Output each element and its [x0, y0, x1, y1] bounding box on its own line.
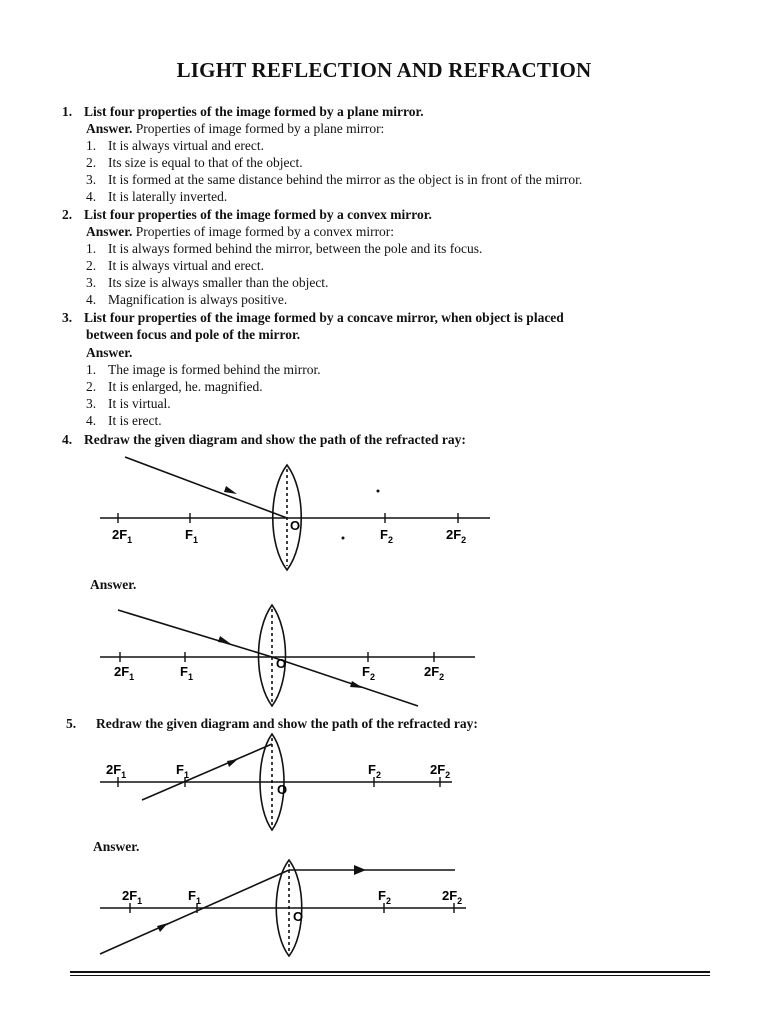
list-item-text: It is laterally inverted. [108, 189, 228, 204]
label-2f2: $2F_2$ [430, 762, 451, 780]
incident-ray [118, 610, 272, 657]
answer-label: Answer. [86, 224, 133, 239]
label-2f1: $2F_1$ [114, 664, 135, 682]
list-item-text: It is always virtual and erect. [108, 138, 264, 153]
ray-arrow [218, 636, 231, 644]
ray-arrow [224, 486, 237, 494]
list-item-text: Magnification is always positive. [108, 292, 288, 307]
question-text: Redraw the given diagram and show the path of the refracted ray: [84, 432, 466, 447]
label-2f2: $2F_2$ [446, 527, 467, 545]
list-item-text: Its size is equal to that of the object. [108, 155, 303, 170]
list-item-number: 3. [86, 396, 97, 411]
list-item-text: It is enlarged, he. magnified. [108, 379, 263, 394]
question-number: 1. [62, 104, 73, 119]
answer-4-label: Answer. [90, 577, 137, 592]
label-optical-centre: O [290, 518, 301, 533]
footer-rule [70, 971, 710, 973]
incident-ray [100, 870, 289, 954]
list-item-number: 3. [86, 275, 97, 290]
list-item-text: The image is formed behind the mirror. [108, 362, 321, 377]
question-number: 4. [62, 432, 73, 447]
question-number: 2. [62, 207, 73, 222]
question-text: List four properties of the image formed by a concave mirror, when object is placed [84, 310, 564, 325]
question-number: 5. [66, 716, 77, 731]
label-f1: $F_1$ [188, 888, 201, 906]
footer-rule [70, 975, 710, 976]
list-item-number: 2. [86, 155, 97, 170]
label-optical-centre: O [277, 782, 288, 797]
q4-answer-diagram [0, 600, 768, 710]
question-3-continued: between focus and pole of the mirror. [86, 327, 301, 342]
q4-given-diagram [0, 445, 768, 575]
answer-label: Answer. [86, 121, 133, 136]
list-item-number: 4. [86, 292, 97, 307]
question-1 [62, 104, 424, 120]
list-item [86, 362, 321, 378]
answer-1-intro [86, 121, 384, 137]
answer-label: Answer. [86, 345, 133, 360]
question-3 [62, 310, 564, 326]
answer-text: Properties of image formed by a plane mirror: [135, 121, 385, 136]
label-2f2: $2F_2$ [424, 664, 445, 682]
list-item [86, 172, 582, 188]
q5-answer-diagram [0, 858, 768, 958]
label-f2: $F_2$ [380, 527, 393, 545]
question-text: List four properties of the image formed by a convex mirror. [84, 207, 432, 222]
ray-arrow [350, 681, 363, 688]
list-item-number: 1. [86, 241, 97, 256]
list-item [86, 379, 263, 395]
list-item-number: 1. [86, 362, 97, 377]
list-item [86, 155, 303, 171]
question-2 [62, 207, 432, 223]
stray-dot [377, 490, 380, 493]
question-text: List four properties of the image formed by a plane mirror. [84, 104, 424, 119]
question-number: 3. [62, 310, 73, 325]
label-f2: $F_2$ [362, 664, 375, 682]
list-item [86, 396, 171, 412]
label-f1: $F_1$ [176, 762, 189, 780]
label-2f1: $2F_1$ [122, 888, 143, 906]
list-item [86, 413, 162, 429]
list-item-number: 2. [86, 379, 97, 394]
label-f1: $F_1$ [185, 527, 198, 545]
list-item-text: Its size is always smaller than the object. [108, 275, 329, 290]
ray-arrow [227, 759, 238, 767]
list-item-text: It is virtual. [108, 396, 171, 411]
answer-5-label: Answer. [93, 839, 140, 854]
question-5 [66, 716, 478, 732]
stray-dot [342, 537, 345, 540]
label-f2: $F_2$ [368, 762, 381, 780]
list-item-text: It is erect. [108, 413, 162, 428]
label-2f2: $2F_2$ [442, 888, 463, 906]
list-item [86, 189, 227, 205]
answer-2-intro [86, 224, 394, 240]
list-item [86, 138, 264, 154]
label-2f1: $2F_1$ [112, 527, 133, 545]
list-item-number: 1. [86, 138, 97, 153]
list-item [86, 292, 287, 308]
label-f2: $F_2$ [378, 888, 391, 906]
incident-ray [125, 457, 287, 518]
label-optical-centre: O [293, 909, 304, 924]
refracted-ray [272, 657, 418, 706]
list-item-number: 4. [86, 189, 97, 204]
label-optical-centre: O [276, 656, 287, 671]
list-item-number: 2. [86, 258, 97, 273]
list-item-text: It is always virtual and erect. [108, 258, 264, 273]
label-2f1: $2F_1$ [106, 762, 127, 780]
q5-given-diagram [0, 732, 768, 832]
list-item [86, 275, 328, 291]
ray-arrow [354, 865, 366, 875]
list-item-text: It is formed at the same distance behind the mirror as the object is in front of the mirror. [108, 172, 583, 187]
list-item [86, 241, 482, 257]
answer-text: Properties of image formed by a convex mirror: [135, 224, 395, 239]
label-f1: $F_1$ [180, 664, 193, 682]
ray-arrow [157, 923, 168, 932]
list-item-text: It is always formed behind the mirror, between the pole and its focus. [108, 241, 483, 256]
list-item-number: 4. [86, 413, 97, 428]
question-text: Redraw the given diagram and show the path of the refracted ray: [96, 716, 478, 731]
list-item [86, 258, 264, 274]
page-title: LIGHT REFLECTION AND REFRACTION [176, 58, 592, 82]
incident-ray [142, 744, 272, 800]
list-item-number: 3. [86, 172, 97, 187]
